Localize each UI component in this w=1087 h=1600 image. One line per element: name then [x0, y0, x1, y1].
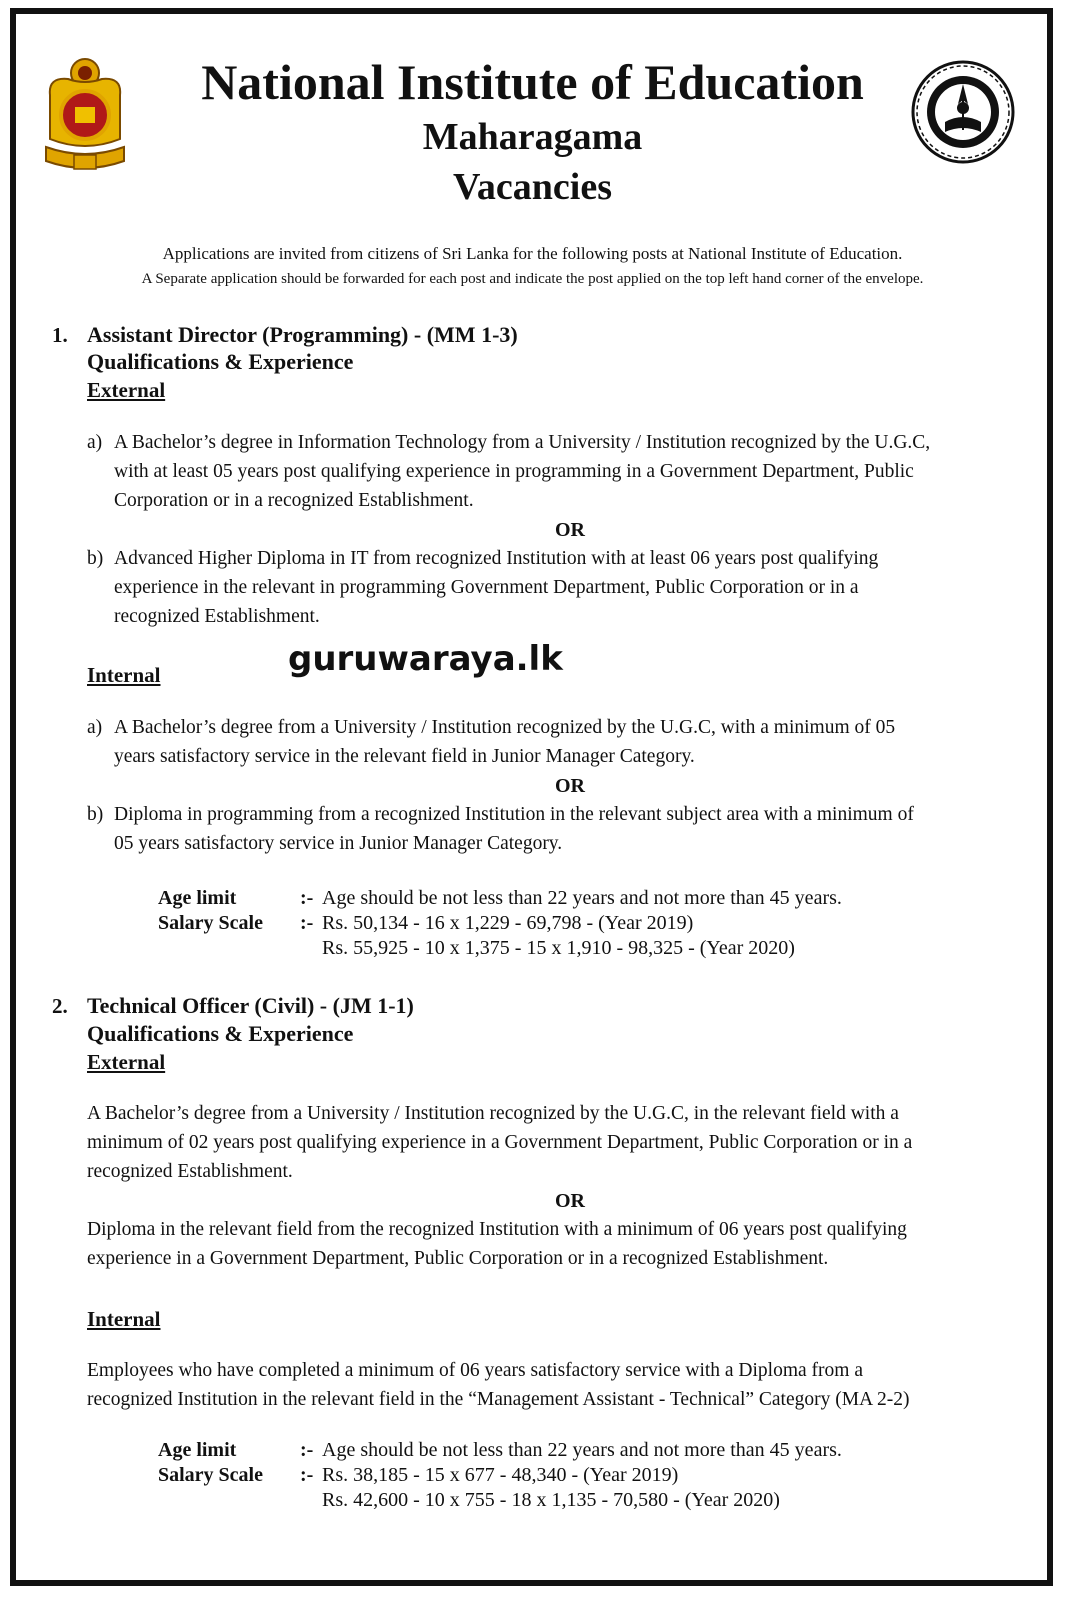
post-2-external-1-line-2: minimum of 02 years post qualifying experience in a Government Department, Public Corporation or in a	[87, 1132, 913, 1153]
or-divider: OR	[555, 519, 585, 541]
intro-line-2: A Separate application should be forwarded for each post and indicate the post applied on the top left hand corner of the envelope.	[141, 271, 924, 287]
post-2-internal-line-1: Employees who have completed a minimum of 06 years satisfactory service with a Diploma from a	[87, 1360, 863, 1381]
post-1-number: 1.	[52, 323, 68, 347]
intro-line-1: Applications are invited from citizens of Sri Lanka for the following posts at National Institute of Education.	[162, 244, 903, 263]
post-2-title: Technical Officer (Civil) - (JM 1-1)	[87, 993, 414, 1018]
post-1-internal-b-line-2: 05 years satisfactory service in Junior Manager Category.	[114, 833, 563, 854]
post-2-external-heading: External	[87, 1050, 166, 1074]
post-1-internal-a-line-1: A Bachelor’s degree from a University / Institution recognized by the U.G.C, with a minimum of 05	[114, 717, 896, 738]
post-1-external-heading: External	[87, 378, 166, 402]
item-label: a)	[87, 717, 103, 738]
post-1-qualifications-heading: Qualifications & Experience	[87, 349, 354, 374]
post-1-external-a-line-1: A Bachelor’s degree in Information Technology from a University / Institution recognized by the U.G.C,	[114, 432, 931, 453]
post-2-number: 2.	[52, 994, 68, 1018]
separator: :-	[300, 912, 314, 934]
age-limit-label: Age limit	[158, 887, 237, 909]
post-1-internal-a-line-2: years satisfactory service in the relevant field in Junior Manager Category.	[114, 746, 695, 767]
age-limit-label: Age limit	[158, 1439, 237, 1461]
vacancies-heading: Vacancies	[452, 166, 613, 208]
post-1-external-a-line-2: with at least 05 years post qualifying experience in programming in a Government Department, Public	[114, 461, 914, 482]
post-1-external-b-line-3: recognized Establishment.	[114, 606, 320, 627]
or-divider: OR	[555, 1190, 585, 1212]
item-label: b)	[87, 548, 104, 569]
item-label: b)	[87, 804, 104, 825]
post-1-title: Assistant Director (Programming) - (MM 1-3)	[87, 322, 518, 347]
location-heading: Maharagama	[422, 116, 643, 158]
post-1-external-b-line-2: experience in the relevant in programming Government Department, Public Corporation or in a	[114, 577, 859, 598]
post-2-external-2-line-2: experience in a Government Department, Public Corporation or in a recognized Establishment.	[87, 1248, 829, 1269]
post-2-external-1-line-1: A Bachelor’s degree from a University / Institution recognized by the U.G.C, in the relevant field with a	[87, 1103, 899, 1124]
post-1-external-b-line-1: Advanced Higher Diploma in IT from recognized Institution with at least 06 years post qualifying	[114, 548, 879, 569]
post-2-internal-line-2: recognized Institution in the relevant field in the “Management Assistant - Technical” Category (MA 2-2)	[87, 1389, 910, 1410]
separator: :-	[300, 1464, 314, 1486]
salary-2019: Rs. 50,134 - 16 x 1,229 - 69,798 - (Year 2019)	[322, 912, 694, 934]
salary-scale-label: Salary Scale	[158, 1464, 263, 1486]
salary-2019: Rs. 38,185 - 15 x 677 - 48,340 - (Year 2019)	[322, 1464, 679, 1486]
salary-2020: Rs. 55,925 - 10 x 1,375 - 15 x 1,910 - 98,325 - (Year 2020)	[322, 937, 795, 959]
salary-scale-label: Salary Scale	[158, 912, 263, 934]
post-2-external-2-line-1: Diploma in the relevant field from the recognized Institution with a minimum of 06 years post qualifying	[87, 1219, 907, 1240]
separator: :-	[300, 887, 314, 909]
post-1-internal-heading: Internal	[87, 663, 161, 687]
post-1-internal-b-line-1: Diploma in programming from a recognized Institution in the relevant subject area with a minimum of	[114, 804, 914, 825]
page-title: National Institute of Education	[201, 54, 864, 110]
post-2-external-1-line-3: recognized Establishment.	[87, 1161, 293, 1182]
post-2-internal-heading: Internal	[87, 1307, 161, 1331]
salary-2020: Rs. 42,600 - 10 x 755 - 18 x 1,135 - 70,580 - (Year 2020)	[322, 1489, 780, 1511]
or-divider: OR	[555, 775, 585, 797]
age-limit-value: Age should be not less than 22 years and not more than 45 years.	[322, 887, 842, 909]
post-2-qualifications-heading: Qualifications & Experience	[87, 1021, 354, 1046]
separator: :-	[300, 1439, 314, 1461]
post-1-external-a-line-3: Corporation or in a recognized Establishment.	[114, 490, 474, 511]
watermark-text: guruwaraya.lk	[288, 639, 563, 679]
age-limit-value: Age should be not less than 22 years and not more than 45 years.	[322, 1439, 842, 1461]
item-label: a)	[87, 432, 103, 453]
